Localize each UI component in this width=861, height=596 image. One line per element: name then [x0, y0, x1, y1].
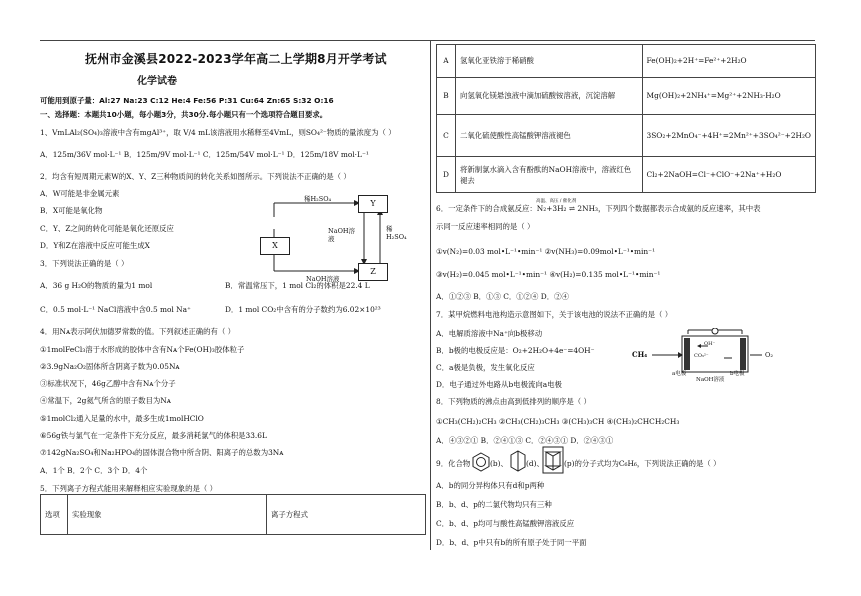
question-7: 7．某甲烷燃料电池构造示意图如下，关于该电池的说法不正确的是（ ）	[436, 310, 673, 319]
q7-option-c: C．a极是负极，发生氧化反应	[436, 363, 535, 372]
row-b-option: B	[437, 78, 456, 115]
question-1-options: A．125m/36V mol·L⁻¹ B．125m/9V mol·L⁻¹ C．125m/54V mol·L⁻¹ D．125m/18V mol·L⁻¹	[40, 150, 369, 159]
row-a-equation: Fe(OH)₂+2H⁺=Fe²⁺+2H₂O	[642, 45, 815, 78]
q2-option-a: A．W可能是非金属元素	[40, 189, 120, 198]
question-9: (p)的分子式均为C₆H₆，下列说法正确的是（ ）	[564, 459, 721, 468]
q6-rates-2: ③v(H₂)=0.045 mol•L⁻¹•min⁻¹ ④v(H₂)=0.135 mol•L⁻¹•min⁻¹	[436, 270, 661, 279]
node-y: Y	[358, 195, 388, 213]
dewar-benzene-structure-icon	[510, 450, 526, 472]
row-b-phenomenon: 向氢氧化镁悬浊液中滴加硫酸铵溶液，沉淀溶解	[455, 78, 642, 115]
cell-ch4: CH₄	[632, 350, 648, 359]
q2-option-c: C．Y、Z之间的转化可能是氧化还原反应	[40, 224, 174, 233]
q3-option-d: D．1 mol CO₂中含有的分子数约为6.02×10²³	[225, 305, 381, 314]
q5-header-phenomenon: 实验现象	[68, 495, 267, 535]
question-6-options: A．①②③ B．①③ C．①②④ D．②④	[436, 292, 569, 301]
label-top-acid: 稀H₂SO₄	[304, 195, 332, 203]
q9-option-c: C．b、d、p均可与酸性高锰酸钾溶液反应	[436, 519, 575, 528]
fuel-cell-diagram	[632, 328, 782, 384]
row-d-phenomenon: 将新制氯水滴入含有酚酞的NaOH溶液中，溶液红色褪去	[455, 157, 642, 193]
section-heading: 一、选择题：本题共10小题，每小题3分，共30分.每小题只有一个选项符合题目要求。	[40, 110, 328, 119]
cell-electrolyte: NaOH溶液	[696, 377, 725, 383]
q4-statement-1: ①1molFeCl₃溶于水形成的胶体中含有Nᴀ个Fe(OH)₃胶体粒子	[40, 345, 245, 354]
q6-conditions: 高温、高压 / 催化剂	[536, 199, 577, 204]
node-x: X	[260, 237, 290, 255]
q9-label-b: (b)、	[490, 459, 508, 468]
cell-oh: OH⁻	[704, 341, 716, 347]
conversion-diagram	[258, 191, 418, 311]
row-c-equation: 3SO₂+2MnO₄⁻+4H⁺=2Mn²⁺+3SO₄²⁻+2H₂O	[642, 115, 815, 157]
q2-option-b: B．X可能是氧化物	[40, 206, 103, 215]
q9-option-b: B．b、d、p的二氯代物均只有三种	[436, 500, 552, 509]
page-subtitle: 化学试卷	[137, 76, 177, 87]
row-d-option: D	[437, 157, 456, 193]
q4-statement-3: ③标准状况下，46g乙醇中含有Nᴀ个分子	[40, 379, 176, 388]
q3-option-b: B．常温常压下，1 mol Cl₂的体积是22.4 L	[225, 281, 370, 290]
question-9-prefix: 9．化合物	[436, 459, 471, 468]
cell-b-electrode: b电极	[730, 371, 745, 377]
question-4: 4．用Nᴀ表示阿伏加德罗常数的值。下列叙述正确的有（ ）	[40, 327, 236, 336]
q9-option-d: D．b、d、p中只有b的所有原子处于同一平面	[436, 538, 587, 547]
q4-statement-2: ②3.9gNa₂O₂固体所含阴离子数为0.05Nᴀ	[40, 362, 180, 371]
table-row	[437, 78, 816, 115]
q5-header-equation: 离子方程式	[267, 495, 426, 535]
row-b-equation: Mg(OH)₂+2NH₄⁺=Mg²⁺+2NH₃·H₂O	[642, 78, 815, 115]
table-row	[437, 45, 816, 78]
table-row	[437, 157, 816, 193]
q6-rates-1: ①v(N₂)=0.03 mol•L⁻¹•min⁻¹ ②v(NH₃)=0.09mol•L⁻¹•min⁻¹	[436, 247, 656, 256]
question-4-options: A．1个 B．2个 C．3个 D．4个	[40, 466, 148, 475]
row-c-option: C	[437, 115, 456, 157]
q7-option-d: D．电子通过外电路从b电极流向a电极	[436, 380, 562, 389]
page-title: 抚州市金溪县2022-2023学年高二上学期8月开学考试	[85, 52, 387, 66]
q5-table	[436, 44, 816, 193]
prismane-structure-icon	[542, 446, 564, 474]
question-6: 6．一定条件下的合成氨反应：N₂+3H₂ ⇌ 2NH₃，下列四个数据都表示合成氨的反应速率，其中表	[436, 204, 761, 213]
column-divider	[430, 40, 431, 550]
row-a-option: A	[437, 45, 456, 78]
q3-option-c: C．0.5 mol·L⁻¹ NaCl溶液中含0.5 mol Na⁺	[40, 305, 191, 314]
label-right-acid: 稀H₂SO₄	[386, 225, 407, 241]
label-mid-base: NaOH溶液	[328, 227, 356, 243]
question-1: 1、VmLAl₂(SO₄)₃溶液中含有mgAl³⁺，取 V/4 mL该溶液用水稀释至4VmL，则SO₄²⁻物质的量浓度为（ ）	[40, 128, 396, 137]
q5-header-option: 选项	[41, 495, 68, 535]
q7-option-a: A．电解质溶液中Na⁺向b极移动	[436, 329, 543, 338]
q5-table-header	[40, 494, 426, 535]
atomic-masses: 可能用到原子量：Al:27 Na:23 C:12 He:4 Fe:56 P:31 Cu:64 Zn:65 S:32 O:16	[40, 96, 334, 105]
q4-statement-6: ⑥56g铁与氯气在一定条件下充分反应，最多消耗氯气的体积是33.6L	[40, 431, 267, 440]
cell-o2: O₂	[765, 351, 773, 359]
question-6-cont: 示同一反应速率相同的是（ ）	[436, 222, 535, 231]
row-d-equation: Cl₂+2NaOH=Cl⁻+ClO⁻+2Na⁺+H₂O	[642, 157, 815, 193]
row-c-phenomenon: 二氧化硫使酸性高锰酸钾溶液褪色	[455, 115, 642, 157]
node-z: Z	[358, 263, 388, 281]
cell-co3: CO₃²⁻	[694, 353, 709, 359]
question-3: 3．下列说法正确的是（ ）	[40, 259, 129, 268]
label-bottom-base: NaOH溶液	[306, 275, 340, 283]
question-5: 5．下列离子方程式能用来解释相应实验现象的是（ ）	[40, 484, 218, 493]
q4-statement-4: ④常温下，2g氦气所含的原子数目为Nᴀ	[40, 396, 171, 405]
q3-option-a: A．36 g H₂O的物质的量为1 mol	[40, 281, 153, 290]
question-8: 8．下列物质的沸点由高到低排列的顺序是（ ）	[436, 397, 591, 406]
q4-statement-7: ⑦142gNa₂SO₄和Na₂HPO₄的固体混合物中所含阴、阳离子的总数为3Nᴀ	[40, 448, 284, 457]
q8-items: ①CH₃(CH₂)₂CH₃ ②CH₃(CH₂)₃CH₃ ③(CH₃)₃CH ④(CH₃)₂CHCH₂CH₃	[436, 417, 680, 426]
table-row	[437, 115, 816, 157]
row-a-phenomenon: 氢氧化亚铁溶于稀硝酸	[455, 45, 642, 78]
q4-statement-5: ⑤1molCl₂通入足量的水中，最多生成1molHClO	[40, 414, 204, 423]
benzene-structure-icon	[472, 452, 490, 472]
question-8-options: A．④③②① B．②④①③ C．②④③① D．②④③①	[436, 436, 614, 445]
top-rule	[40, 40, 815, 41]
question-2: 2．均含有短周期元素W的X、Y、Z三种物质间的转化关系如图所示。下列说法不正确的是（ ）	[40, 172, 351, 181]
q7-option-b: B．b极的电极反应是：O₂+2H₂O+4e⁻=4OH⁻	[436, 346, 595, 355]
cell-a-electrode: a电极	[672, 371, 687, 377]
q9-label-d: (d)、	[526, 459, 544, 468]
q2-option-d: D．Y和Z在溶液中反应可能生成X	[40, 241, 150, 250]
q9-option-a: A．b的同分异构体只有d和p两种	[436, 481, 545, 490]
